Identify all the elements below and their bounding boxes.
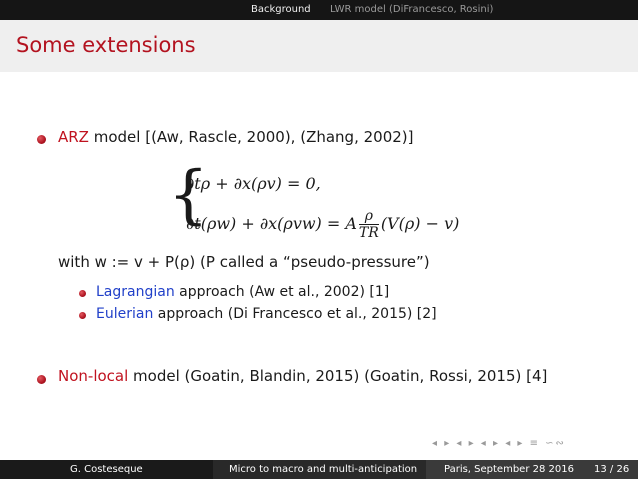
nav-section-background[interactable]: Background xyxy=(251,4,311,15)
fraction-numerator: ρ xyxy=(359,208,379,225)
footer-talk-title: Micro to macro and multi-anticipation xyxy=(229,464,418,475)
left-brace: { xyxy=(168,158,209,232)
footer-page-number: 13 / 26 xyxy=(594,464,630,475)
equation-row-1: ∂tρ + ∂x(ρv) = 0, xyxy=(186,174,321,193)
slide-title: Some extensions xyxy=(16,33,196,57)
item-nonlocal xyxy=(58,367,547,385)
item-nonlocal-highlight: Non-local xyxy=(58,367,129,385)
subitem-lagrangian xyxy=(96,284,389,300)
subitem-lagrangian-highlight: Lagrangian xyxy=(96,284,175,300)
equation-row-2-left: ∂t(ρw) + ∂x(ρvw) = A xyxy=(186,214,357,233)
section-navigation-bar xyxy=(0,0,638,20)
item-nonlocal-text: model (Goatin, Blandin, 2015) (Goatin, Rossi, 2015) [4] xyxy=(128,367,548,385)
item-arz-text: model [(Aw, Rascle, 2000), (Zhang, 2002)] xyxy=(88,128,414,146)
item-arz-highlight: ARZ xyxy=(58,128,89,146)
subitem-eulerian-highlight: Eulerian xyxy=(96,306,154,322)
frame-title-bar xyxy=(0,20,638,72)
nav-section-lwr-model[interactable]: LWR model (DiFrancesco, Rosini) xyxy=(330,4,494,15)
sub-bullet-icon xyxy=(79,312,86,319)
bullet-icon xyxy=(37,135,46,144)
footer-author-box xyxy=(0,460,213,479)
beamer-navigation-icons[interactable]: ◂ ▸ ◂ ▸ ◂ ▸ ◂ ▸ ≡ ∽∾ xyxy=(432,438,566,449)
footer-info-box xyxy=(426,460,638,479)
subitem-eulerian-text: approach (Di Francesco et al., 2015) [2] xyxy=(153,306,437,322)
footer-author: G. Costeseque xyxy=(70,464,143,475)
equation-row-2 xyxy=(186,208,459,241)
footer-place-date: Paris, September 28 2016 xyxy=(444,464,574,475)
bullet-icon xyxy=(37,375,46,384)
subitem-lagrangian-text: approach (Aw et al., 2002) [1] xyxy=(174,284,390,300)
footer-title-box xyxy=(213,460,426,479)
subitem-eulerian xyxy=(96,306,437,322)
equation-row-2-right: (V(ρ) − v) xyxy=(380,214,460,233)
footer-bar xyxy=(0,460,638,479)
sub-bullet-icon xyxy=(79,290,86,297)
arz-equation-system xyxy=(168,158,508,244)
fraction-denominator: TR xyxy=(358,225,379,241)
fraction xyxy=(359,208,379,241)
with-definition: with w := v + P(ρ) (P called a “pseudo-pressure”) xyxy=(58,253,430,271)
item-arz xyxy=(58,128,413,146)
